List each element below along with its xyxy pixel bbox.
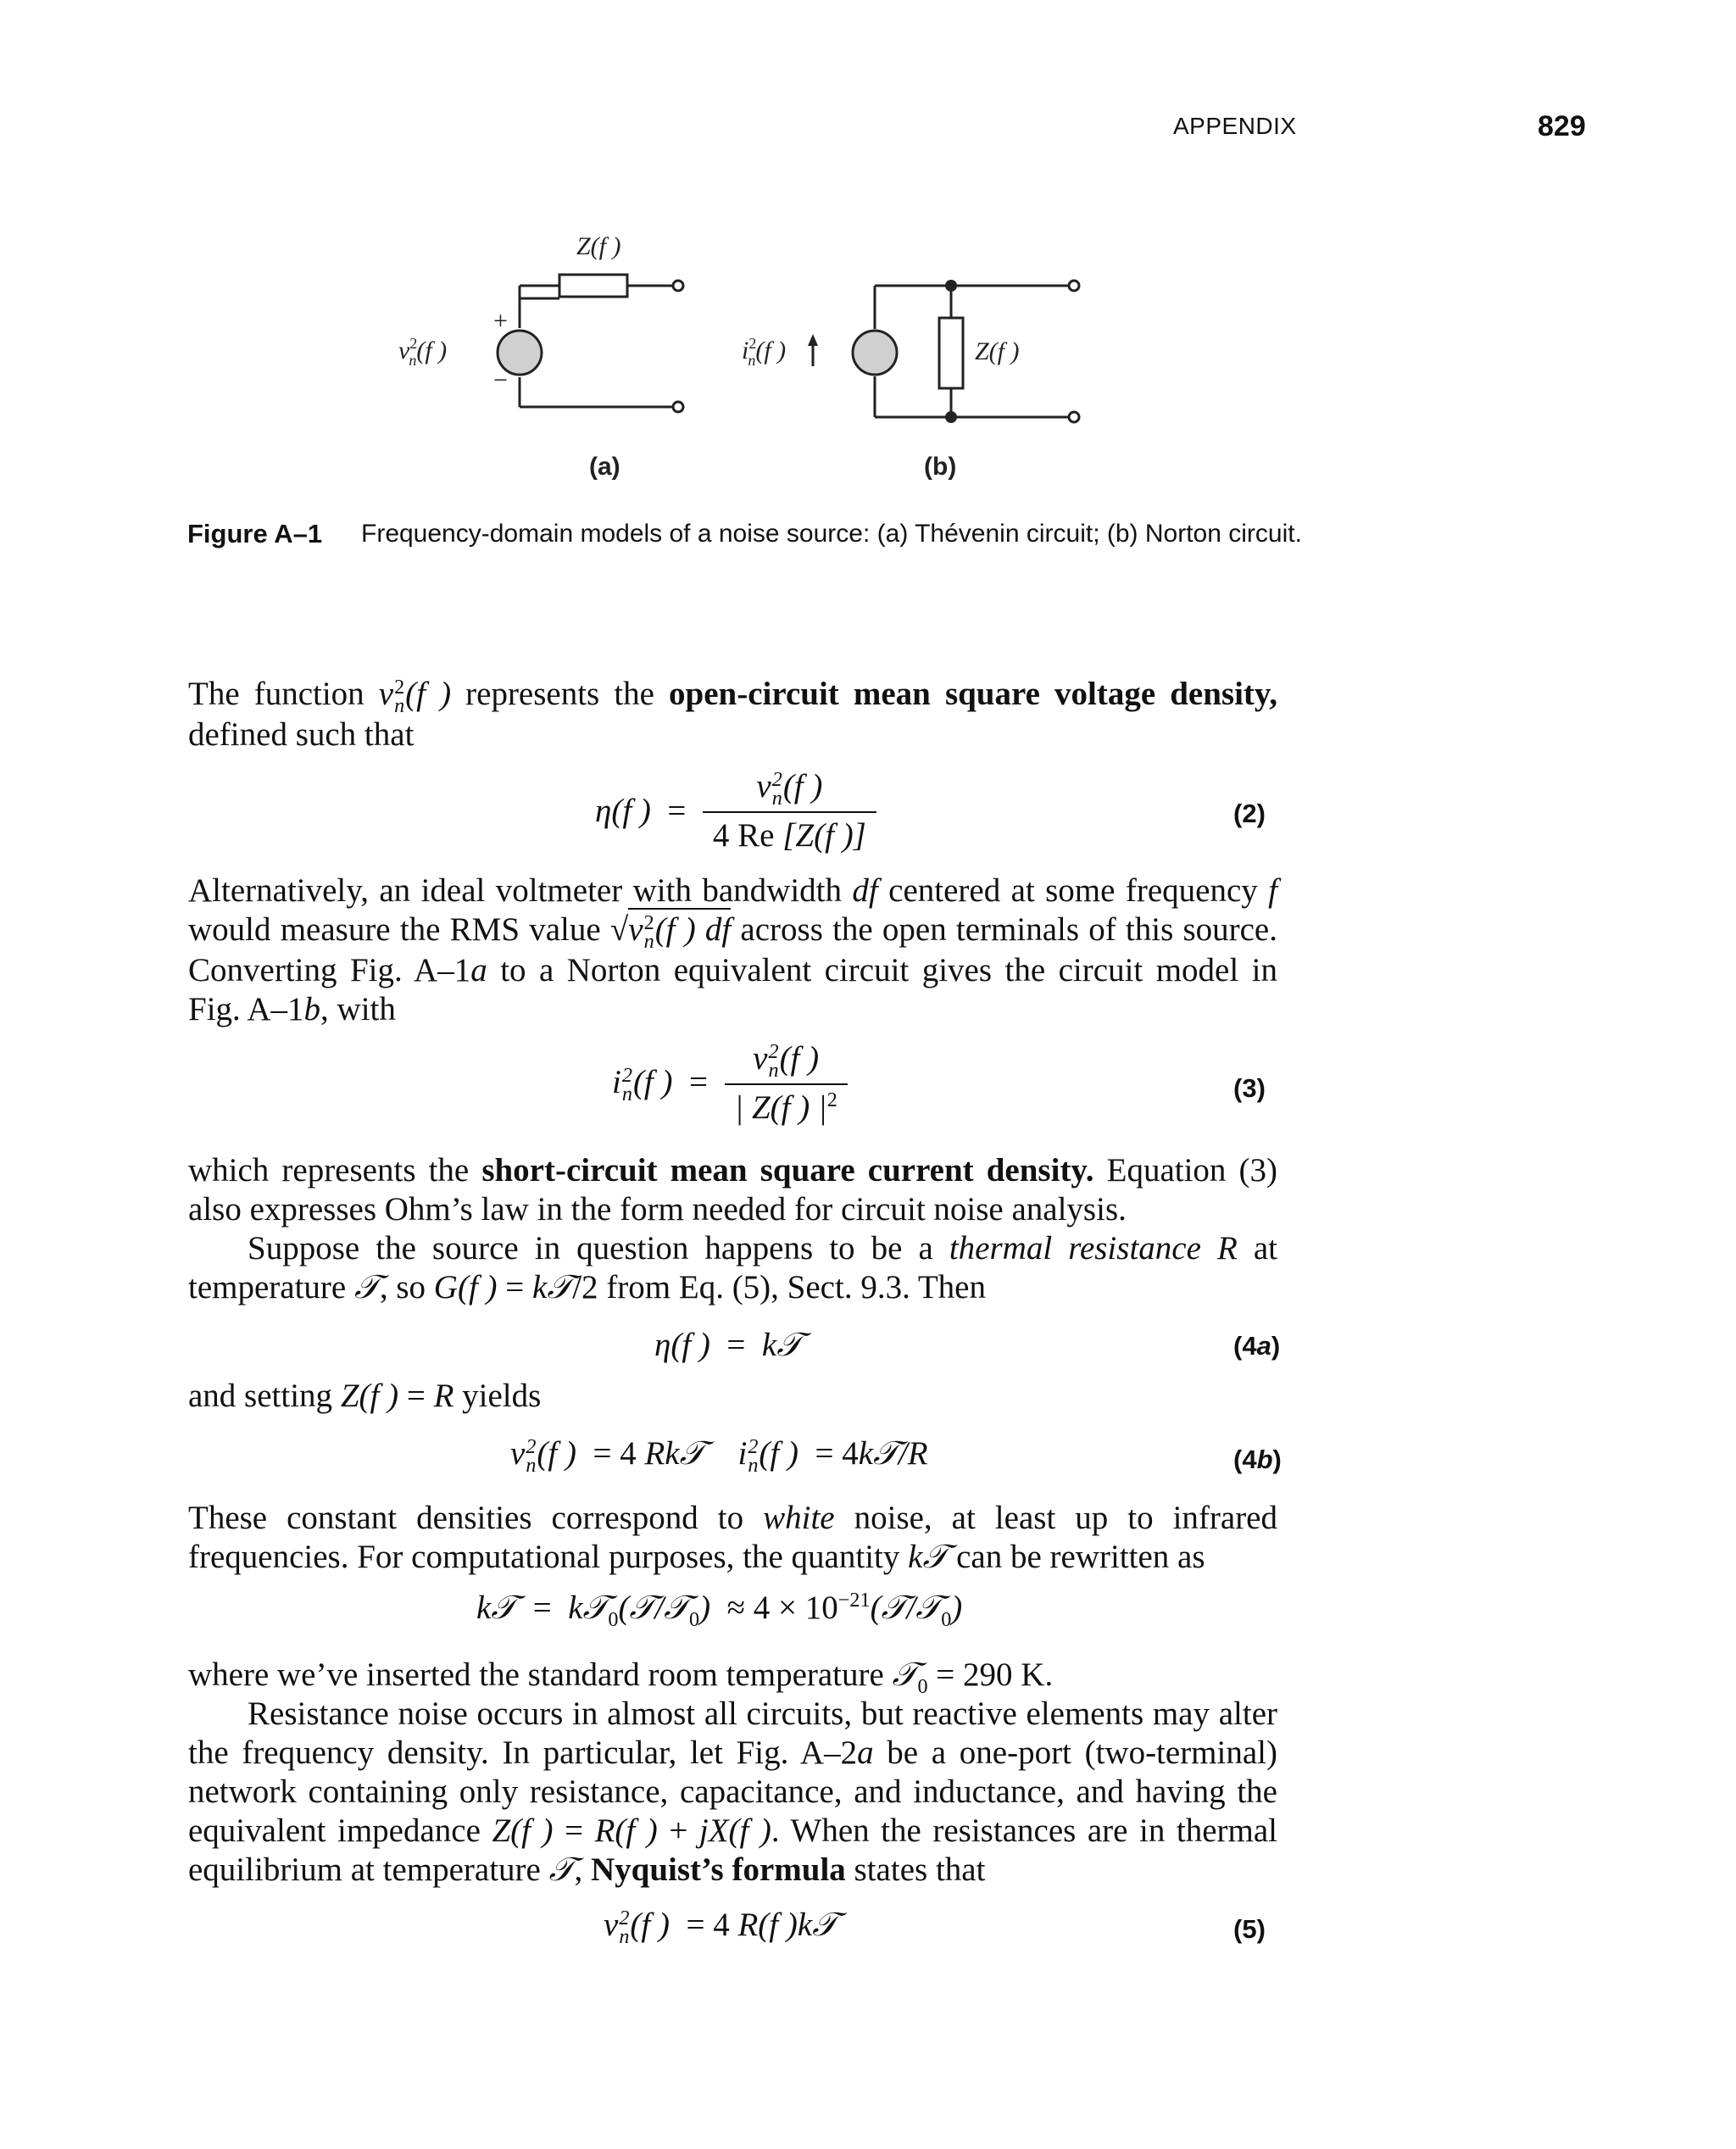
node-dot-bottom	[945, 411, 957, 423]
paragraph-open-circuit: The function v 2 n (f ) represents the open-circuit mean square voltage density, defined such that	[188, 676, 1277, 753]
source-current-label: $i^2$ n(f )	[742, 335, 787, 369]
equation-3: i 2 n (f ) = v 2 n (f ) | Z(f ) $|^2$	[612, 1039, 848, 1127]
running-header-section: APPENDIX	[1173, 113, 1297, 139]
terminal-b-bottom	[1069, 412, 1079, 422]
node-dot-top	[945, 280, 957, 292]
minus-sign: −	[493, 366, 508, 394]
equation-2-number: (2)	[1233, 799, 1266, 828]
terminal-a-top	[673, 281, 683, 291]
impedance-resistor-b	[939, 318, 963, 388]
equation-3-number: (3)	[1233, 1073, 1266, 1103]
panel-a-label: (a)	[589, 453, 620, 481]
impedance-label-a: Z(f )	[576, 232, 621, 260]
paragraph-setting: and setting Z(f ) = R yields	[188, 1378, 542, 1414]
paragraph-thermal: Suppose the source in question happens to be a thermal resistance R at temperature 𝒯, so G(f ) = k𝒯/2 from Eq. (5), Sect. 9.3. Then	[188, 1230, 1277, 1306]
figure-caption-label: Figure A–1	[187, 519, 323, 548]
page-number: 829	[1538, 110, 1586, 142]
equation-2: η(f ) = v 2 n (f ) 4 Re [Z(f )]	[595, 767, 876, 855]
source-voltage-label: $v^2$ n(f )	[398, 335, 448, 369]
terminal-b-top	[1069, 281, 1079, 291]
figure-a1-circuits	[398, 229, 1144, 509]
plus-sign: +	[493, 307, 508, 335]
equation-4b: v 2 n (f ) = 4 Rk𝒯 i 2 n (f ) = 4k𝒯/R	[510, 1435, 928, 1478]
paragraph-room-temp: where we’ve inserted the standard room temperature 𝒯$_0$ = 290 K.	[188, 1656, 1054, 1698]
equation-5: v 2 n (f ) = 4 R(f )k𝒯	[604, 1907, 838, 1949]
paragraph-voltmeter: Alternatively, an ideal voltmeter with bandwidth df centered at some frequency f would measure the RMS value √v 2 n (f ) df across the open terminals of this source. Converting Fig. A–1a to a Norton equivalent circuit gives the circuit model in Fig. A–1b, with	[188, 872, 1277, 1027]
equation-4a-number: (4a)	[1233, 1331, 1281, 1361]
figure-caption-text: Frequency-domain models of a noise source: (a) Thévenin circuit; (b) Norton circuit.	[361, 520, 1302, 548]
equation-kt: k𝒯 = k𝒯$_0$(𝒯/𝒯$_0$) ≈ $4 \times 10^{-21}(𝒯/𝒯_0)$	[476, 1589, 963, 1631]
paragraph-nyquist: Resistance noise occurs in almost all circuits, but reactive elements may alter the frequency density. In particular, let Fig. A–2a be a one-port (two-terminal) network containing only resistance, capacitance, and inductance, and having the equivalent impedance Z(f ) = R(f ) + jX(f ). When the resistances are in thermal equilibrium at temperature 𝒯, Nyquist’s formula states that	[188, 1695, 1278, 1888]
impedance-label-b: Z(f )	[975, 337, 1020, 365]
equation-5-number: (5)	[1233, 1914, 1266, 1944]
equation-4a: η(f ) = k𝒯	[654, 1327, 803, 1363]
impedance-resistor-a	[559, 275, 627, 297]
paragraph-white-noise: These constant densities correspond to white noise, at least up to infrared frequencies. For computational purposes, the quantity k𝒯 can be rewritten as	[188, 1500, 1277, 1575]
panel-b-label: (b)	[924, 453, 957, 481]
arrow-up-icon	[808, 334, 818, 366]
equation-4b-number: (4b)	[1233, 1445, 1282, 1474]
current-source-icon	[853, 331, 897, 375]
paragraph-short-circuit: which represents the short-circuit mean square current density. Equation (3) also expresses Ohm’s law in the form needed for circuit noise analysis.	[188, 1152, 1277, 1228]
terminal-a-bottom	[673, 402, 683, 412]
thevenin-circuit	[520, 275, 683, 412]
